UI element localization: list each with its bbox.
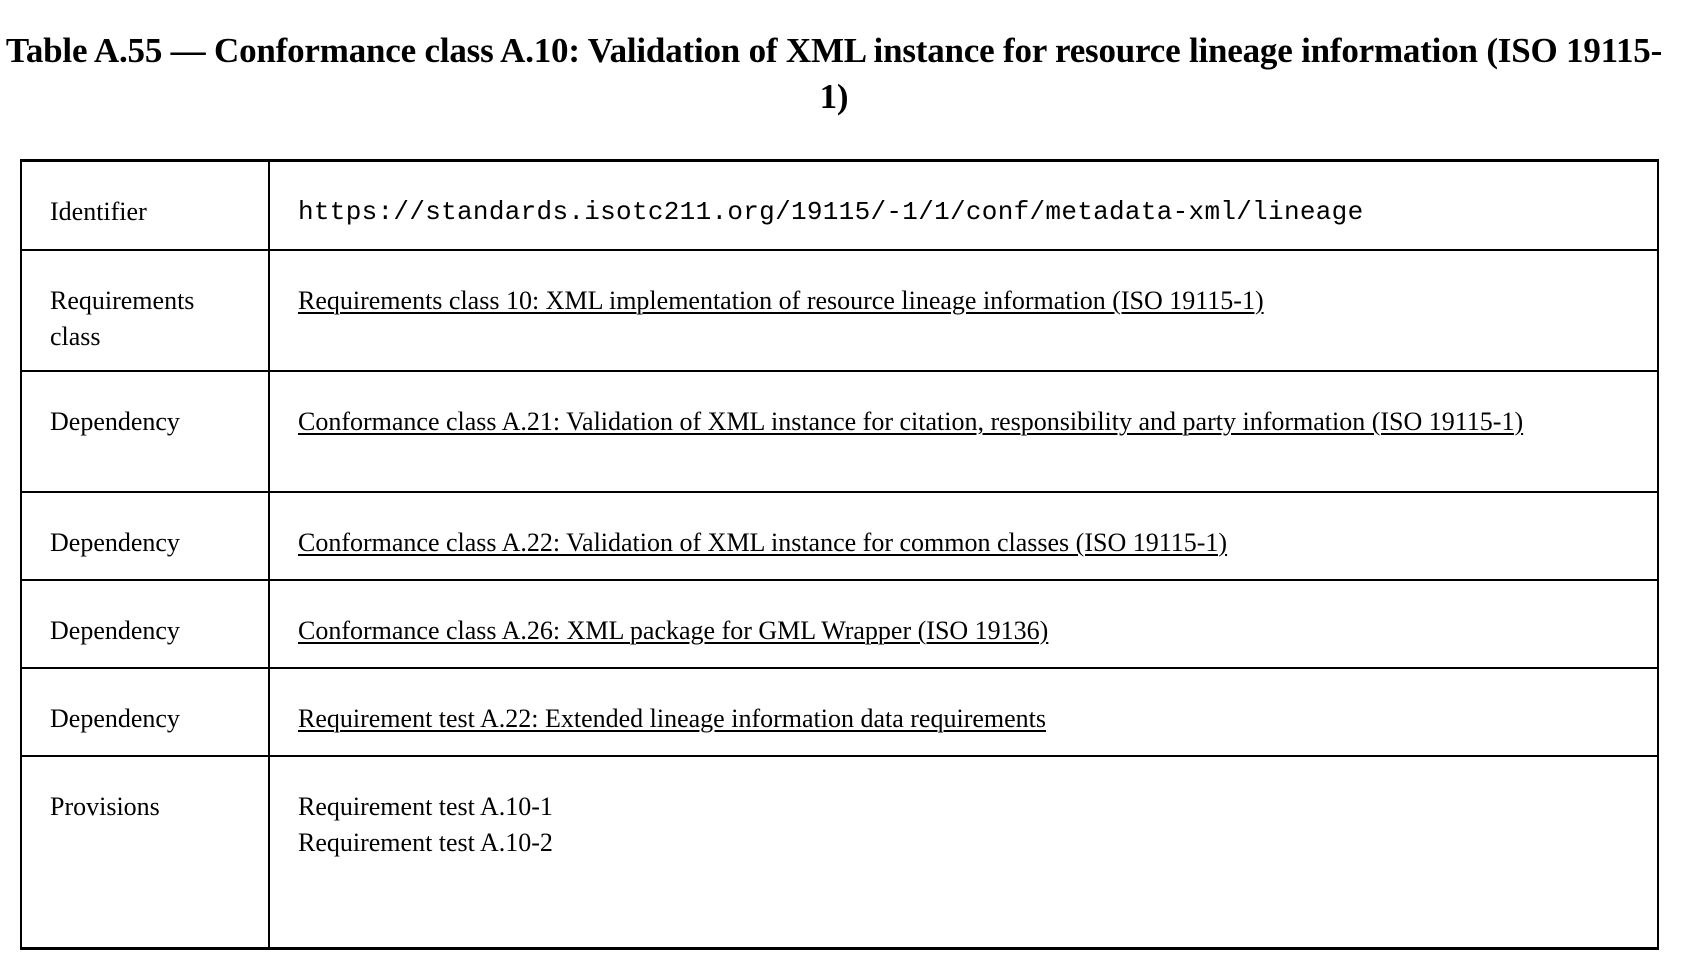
dependency-link[interactable]: Conformance class A.22: Validation of XML instance for common classes (ISO 19115-1) [298,527,1228,557]
table-row-provisions [21,756,1658,949]
row-label: Requirements class [21,250,269,371]
table-row-identifier [21,161,1658,250]
identifier-uri: https://standards.isotc211.org/19115/-1/1/conf/metadata-xml/lineage [269,161,1658,250]
table-row-dependency [21,580,1658,668]
table-row-dependency [21,371,1658,492]
table-row-dependency [21,668,1658,756]
conformance-class-table [20,159,1659,950]
table-caption: Table A.55 — Conformance class A.10: Validation of XML instance for resource lineage information (ISO 19115-1) [5,31,1663,116]
row-label: Dependency [21,492,269,580]
table-row-dependency [21,492,1658,580]
row-label: Dependency [21,580,269,668]
row-value-cell [269,668,1658,756]
table-row-requirements-class [21,250,1658,371]
provision-item: Requirement test A.10-2 [298,827,553,857]
row-value-cell [269,371,1658,492]
dependency-link[interactable]: Conformance class A.21: Validation of XML instance for citation, responsibility and party information (ISO 19115-1) [298,406,1524,436]
provision-item: Requirement test A.10-1 [298,791,553,821]
row-label: Dependency [21,668,269,756]
row-value-cell [269,492,1658,580]
row-value-cell [269,250,1658,371]
row-value-cell [269,580,1658,668]
dependency-link[interactable]: Requirement test A.22: Extended lineage information data requirements [298,703,1046,733]
provisions-cell [269,756,1658,949]
requirements-class-link[interactable]: Requirements class 10: XML implementation of resource lineage information (ISO 19115-1) [298,285,1264,315]
row-label: Provisions [21,756,269,949]
row-label: Dependency [21,371,269,492]
dependency-link[interactable]: Conformance class A.26: XML package for GML Wrapper (ISO 19136) [298,615,1049,645]
row-label: Identifier [21,161,269,250]
